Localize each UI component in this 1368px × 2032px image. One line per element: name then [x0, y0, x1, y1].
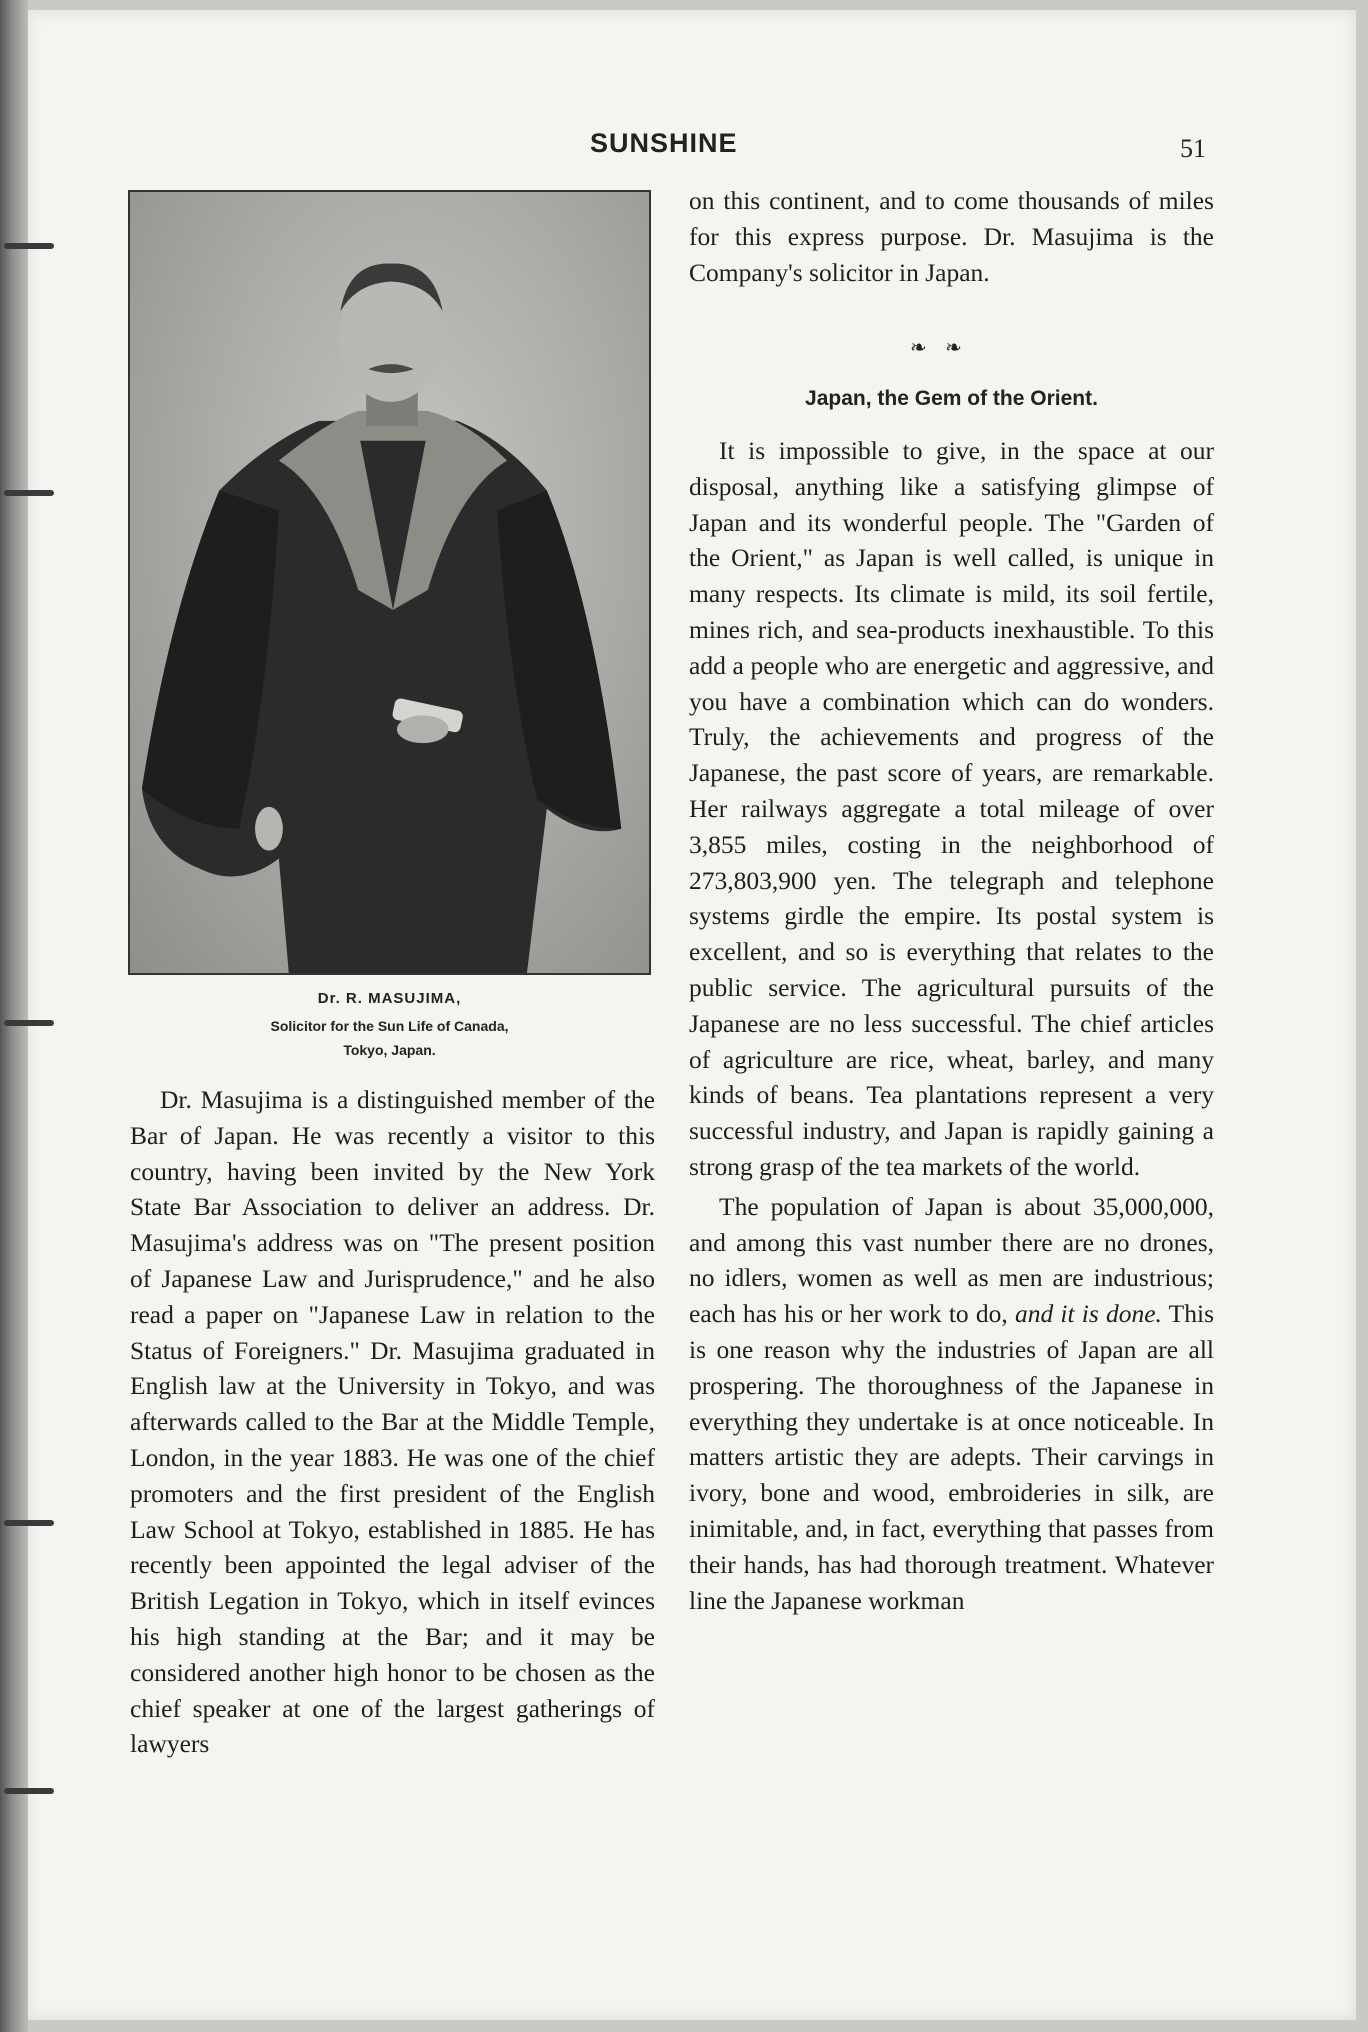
binding-stitch — [4, 1788, 54, 1794]
ornament-divider: ❧ ❧ — [910, 335, 968, 359]
binding-stitch — [4, 243, 54, 249]
caption-name: Dr. R. MASUJIMA, — [317, 990, 462, 1007]
left-column-paragraph: Dr. Masujima is a distinguished member of the Bar of Japan. He was recently a visitor to this country, having been invited by the New York State Bar Association to deliver an address. Dr. Masujima's address was on "The present position of Japanese Law and Jurisprudence," and he also read a paper on "Japanese Law in relation to the Status of Foreigners." Dr. Masujima graduated in English law at the University in Tokyo, and was afterwards called to the Bar at the Middle Temple, London, in the year 1883. He was one of the chief promoters and the first president of the English Law School at Tokyo, established in 1885. He has recently been appointed the legal adviser of the British Legation in Tokyo, which in itself evinces his high standing at the Bar; and it may be considered another high honor to be chosen as the chief speaker at one of the largest gatherings of lawyers — [130, 1085, 655, 1759]
portrait-illustration — [130, 192, 649, 973]
running-header-title: SUNSHINE — [590, 128, 738, 158]
article-paragraph-2 — [689, 1189, 1214, 1619]
left-column — [130, 1082, 655, 1762]
caption-line-2: Tokyo, Japan. — [343, 1042, 436, 1058]
article-paragraph-2-part-b: This is one reason why the industries of Japan are all prospering. The thoroughness of the Japanese in everything they undertake is at once noticeable. In matters artistic they are adepts. Their carvings in ivory, bone and wood, embroideries in silk, are inimitable, and, in fact, everything that passes from their hands, has had thorough treatment. Whatever line the Japanese workman — [689, 1299, 1215, 1615]
article-paragraph-1: It is impossible to give, in the space at our disposal, anything like a satisfying glimpse of Japan and its wonderful people. The "Garden of the Orient," as Japan is well called, is unique in many respects. Its climate is mild, its soil fertile, mines rich, and sea-products inexhaustible. To this add a people who are energetic and aggressive, and you have a combination which can do wonders. Truly, the achievements and progress of the Japanese, the past score of years, are remarkable. Her railways aggregate a total mileage of over 3,855 miles, costing in the neighborhood of 273,803,900 yen. The telegraph and telephone systems girdle the empire. Its postal system is excellent, and so is everything that relates to the public service. The agricultural pursuits of the Japanese are no less successful. The chief articles of agriculture are rice, wheat, barley, and many kinds of beans. Tea plantations represent a very successful industry, and Japan is rapidly gaining a strong grasp of the tea markets of the world. — [689, 436, 1214, 1181]
section-title: Japan, the Gem of the Orient. — [805, 387, 1098, 410]
portrait-photo — [128, 190, 651, 975]
page-number: 51 — [1180, 134, 1206, 163]
article-paragraph-2-part-a: The population of Japan is about 35,000,000, and among this vast number there are no drones, no idlers, women as well as men are industrious; each has his or her work to do, — [689, 1191, 1214, 1329]
right-column-continuation — [689, 183, 1214, 290]
book-binding — [0, 0, 28, 2032]
continuation-paragraph: on this continent, and to come thousands of miles for this express purpose. Dr. Masujima is the Company's solicitor in Japan. — [689, 186, 1214, 287]
article-paragraph-2-emphasis: and it is done. — [1014, 1299, 1162, 1329]
right-column-article — [689, 433, 1214, 1618]
caption-line-1: Solicitor for the Sun Life of Canada, — [270, 1018, 509, 1034]
binding-stitch — [4, 1520, 54, 1526]
binding-stitch — [4, 1020, 54, 1026]
binding-stitch — [4, 490, 54, 496]
